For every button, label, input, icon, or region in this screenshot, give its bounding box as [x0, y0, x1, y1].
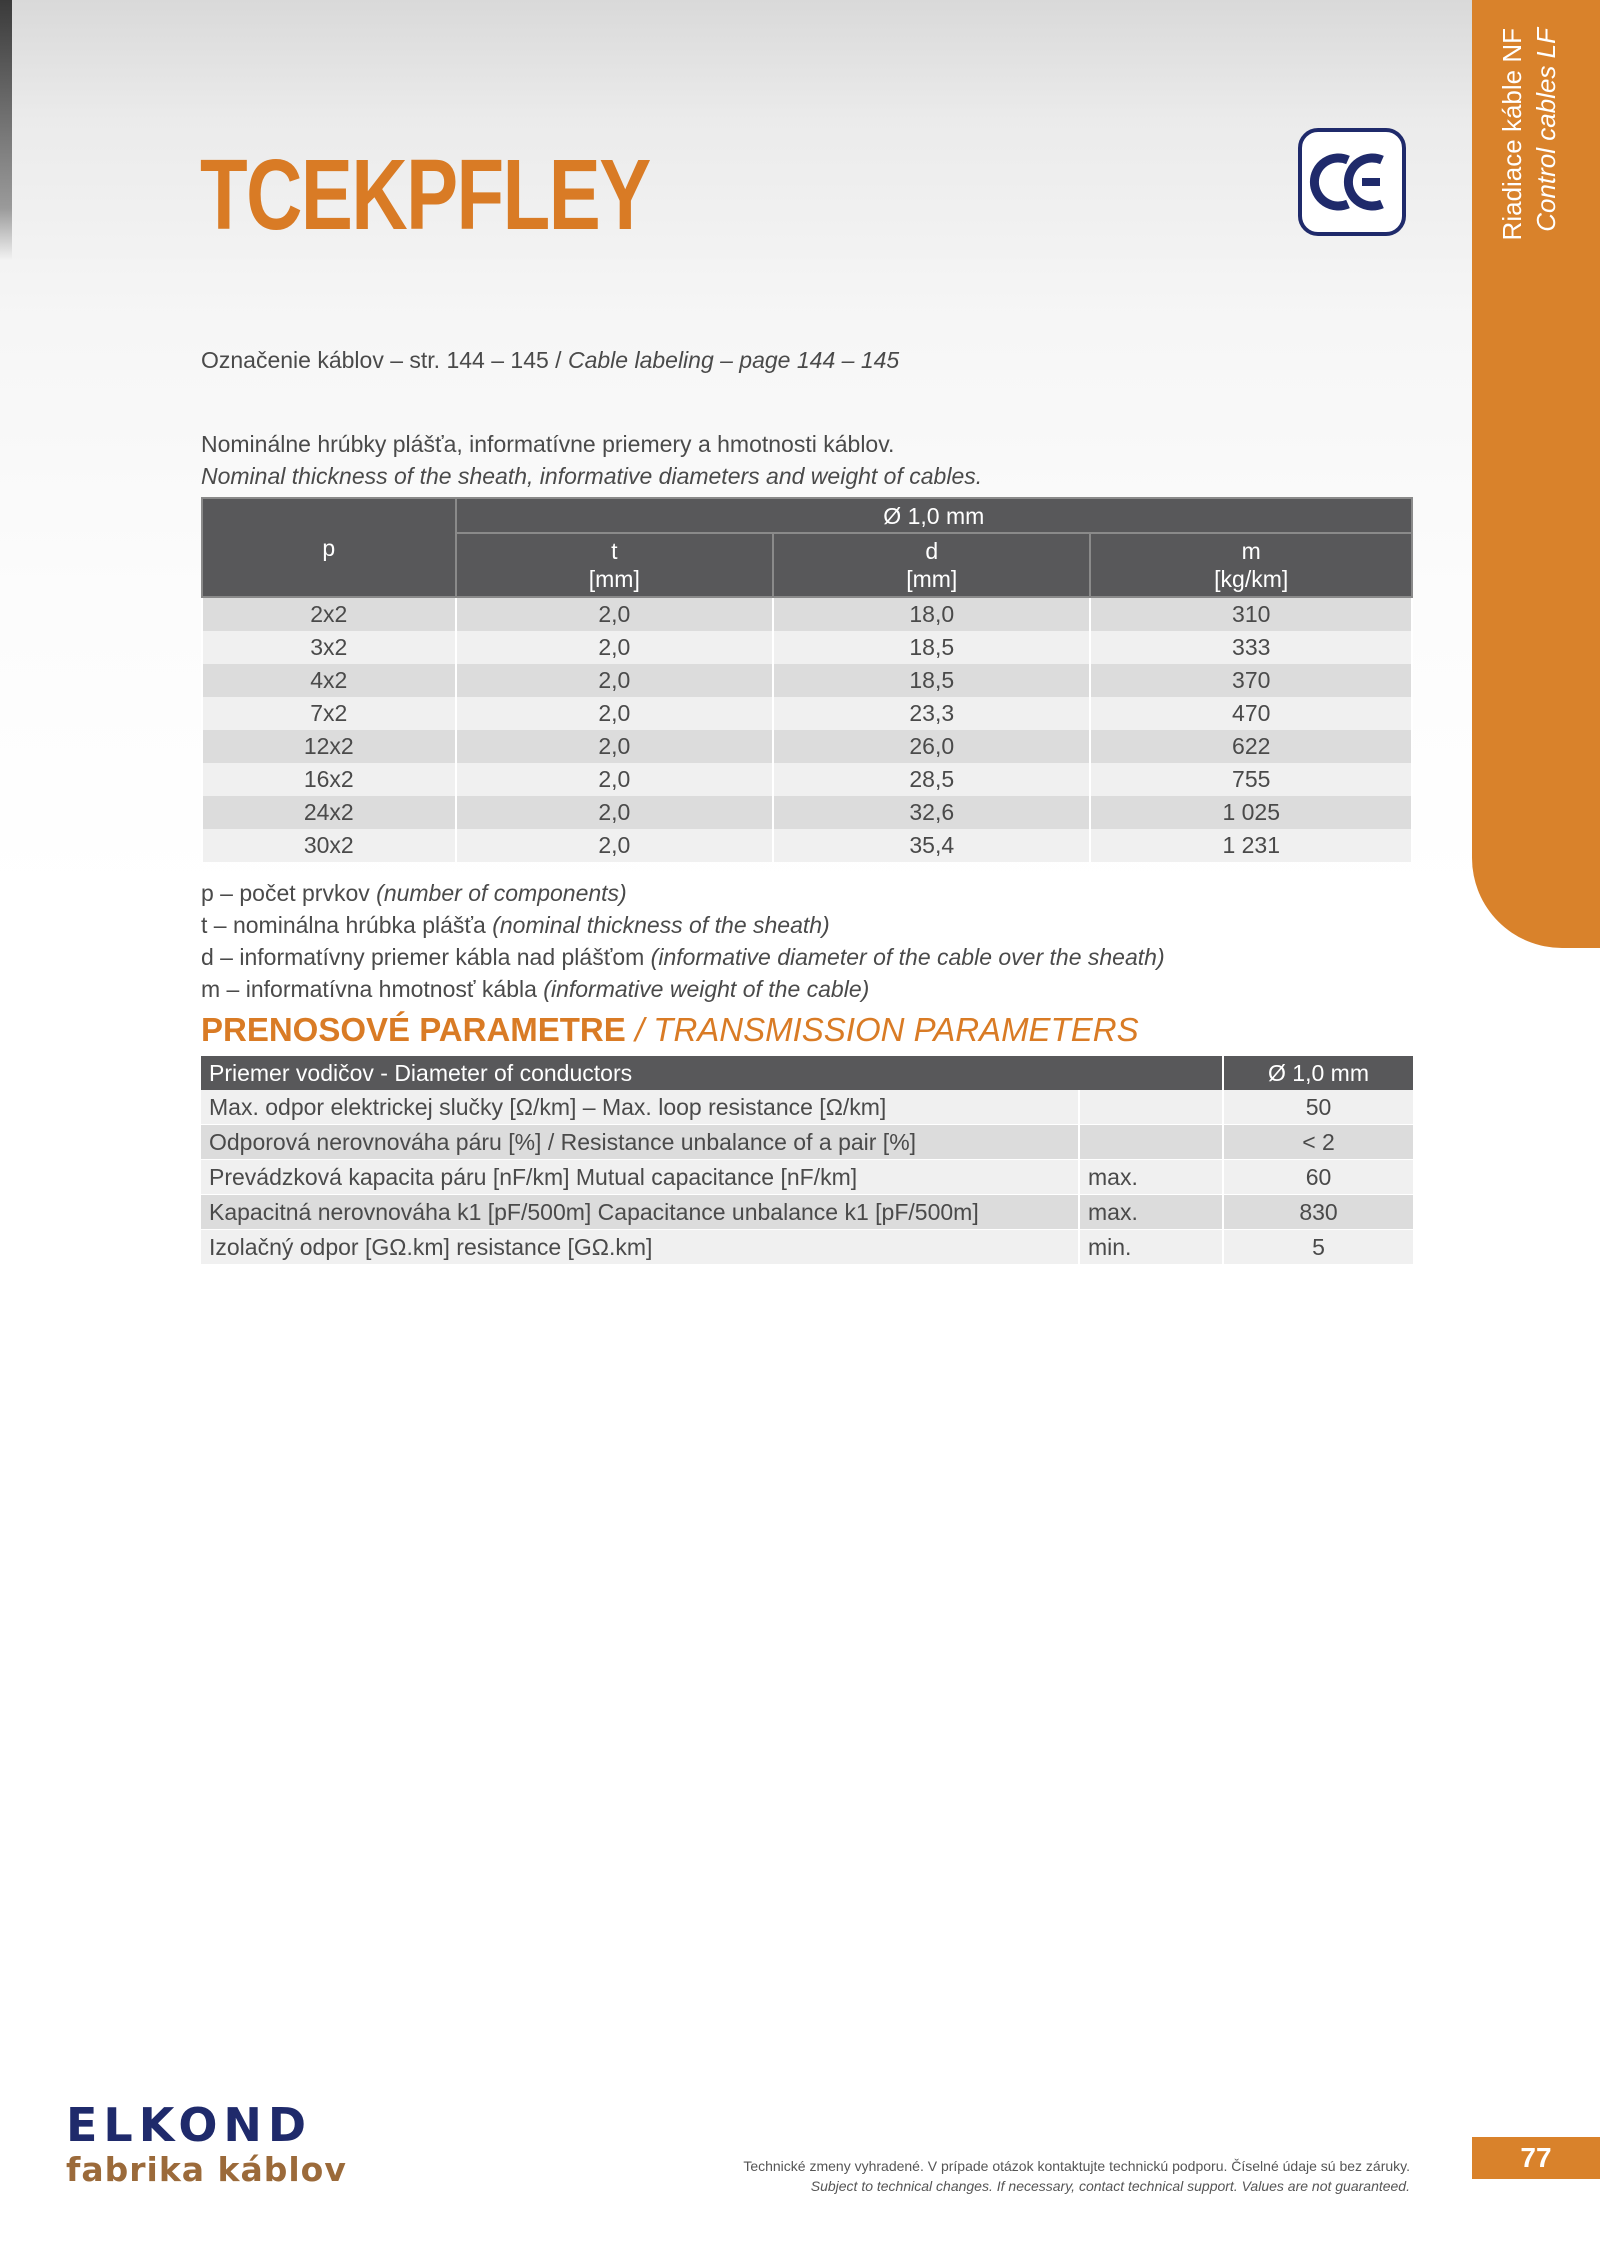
col-header-m: m [kg/km]	[1090, 533, 1412, 597]
side-label-sk: Riadiace káble NF	[1497, 28, 1527, 241]
page-number: 77	[1472, 2137, 1600, 2179]
logo-wordmark: ELKOND	[66, 2098, 313, 2152]
col-header-p: p	[202, 498, 456, 597]
legend-d: d – informatívny priemer kábla nad plášťom (informative diameter of the cable over the sheath)	[201, 944, 1165, 970]
disclaimer-sk: Technické zmeny vyhradené. V prípade otázok kontaktujte technickú podporu. Číselné údaje sú bez záruky.	[743, 2158, 1410, 2174]
table-row: Kapacitná nerovnováha k1 [pF/500m] Capacitance unbalance k1 [pF/500m] max. 830	[201, 1195, 1413, 1230]
table-row: 12x2 2,0 26,0 622	[202, 730, 1412, 763]
table-row: 16x2 2,0 28,5 755	[202, 763, 1412, 796]
elkond-logo	[66, 2100, 347, 2190]
col-header-d: d [mm]	[773, 533, 1090, 597]
group-header-diameter: Ø 1,0 mm	[456, 498, 1412, 533]
disclaimer-en: Subject to technical changes. If necessary, contact technical support. Values are not guaranteed.	[810, 2178, 1410, 2194]
table-row: 4x2 2,0 18,5 370	[202, 664, 1412, 697]
table-row: 24x2 2,0 32,6 1 025	[202, 796, 1412, 829]
ce-mark-icon	[1298, 128, 1406, 236]
table-row: 30x2 2,0 35,4 1 231	[202, 829, 1412, 862]
page-title: TCEKPFLEY	[200, 139, 650, 251]
table-row: 7x2 2,0 23,3 470	[202, 697, 1412, 730]
table-row: 3x2 2,0 18,5 333	[202, 631, 1412, 664]
dimensions-table	[201, 497, 1413, 862]
side-label-en: Control cables LF	[1531, 28, 1561, 232]
table-row: Max. odpor elektrickej slučky [Ω/km] – Max. loop resistance [Ω/km] 50	[201, 1090, 1413, 1125]
transmission-table	[201, 1056, 1413, 1265]
side-category-label	[1495, 28, 1585, 248]
cable-labeling-reference: Označenie káblov – str. 144 – 145 / Cable labeling – page 144 – 145	[201, 347, 900, 373]
table-row: Odporová nerovnováha páru [%] / Resistance unbalance of a pair [%] < 2	[201, 1125, 1413, 1160]
footer-disclaimer	[743, 2156, 1410, 2196]
legend-m: m – informatívna hmotnosť kábla (informative weight of the cable)	[201, 976, 870, 1002]
intro-sk: Nominálne hrúbky plášťa, informatívne priemery a hmotnosti káblov.	[201, 431, 895, 457]
table-row: Izolačný odpor [GΩ.km] resistance [GΩ.km] min. 5	[201, 1230, 1413, 1265]
intro-en: Nominal thickness of the sheath, informative diameters and weight of cables.	[201, 463, 983, 489]
table-row: Prevádzková kapacita páru [nF/km] Mutual capacitance [nF/km] max. 60	[201, 1160, 1413, 1195]
legend-t: t – nominálna hrúbka plášťa (nominal thickness of the sheath)	[201, 912, 830, 938]
conductor-diameter-value: Ø 1,0 mm	[1223, 1056, 1413, 1090]
conductor-diameter-label: Priemer vodičov - Diameter of conductors	[201, 1056, 1223, 1090]
transmission-heading: PRENOSOVÉ PARAMETRE / TRANSMISSION PARAMETERS	[201, 1011, 1139, 1048]
logo-tagline: fabrika káblov	[66, 2150, 347, 2189]
left-edge-bar	[0, 0, 12, 260]
table-row: 2x2 2,0 18,0 310	[202, 597, 1412, 631]
col-header-t: t [mm]	[456, 533, 773, 597]
legend-p: p – počet prvkov (number of components)	[201, 880, 627, 906]
